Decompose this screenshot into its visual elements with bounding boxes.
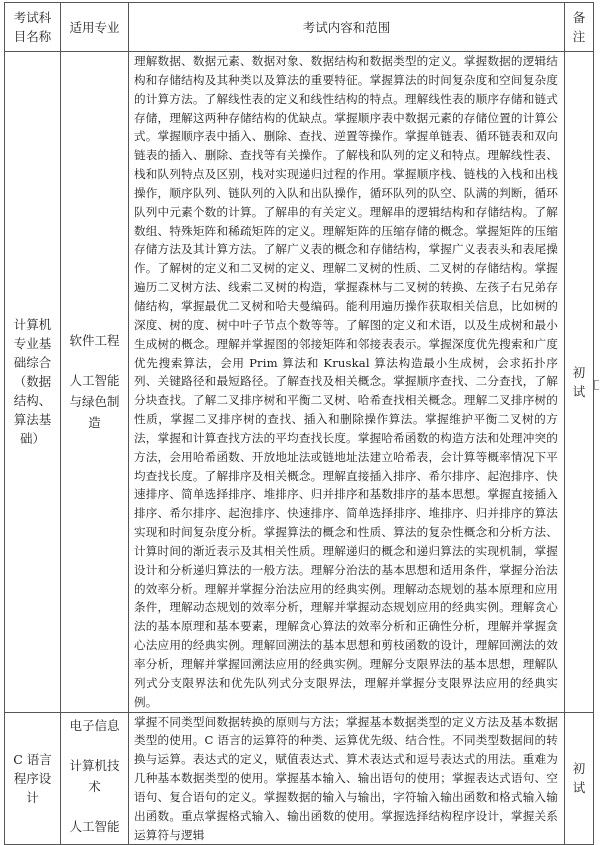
table-row <box>5 712 594 845</box>
scroll-marker <box>594 380 599 390</box>
header-row <box>5 3 594 52</box>
exam-syllabus-table <box>4 2 594 845</box>
major-item: 人工智能 <box>69 818 120 834</box>
course-name: C 语言程序设计 <box>5 712 61 845</box>
major-cell <box>61 712 129 845</box>
header-major: 适用专业 <box>61 3 129 52</box>
exam-content: 掌握不同类型间数据转换的原则与方法；掌握基本数据类型的定义方法及基本数据类型的使用。C 语言的运算符的种类、运算优先级、结合性。不同类型数据间的转换与运算。表达式的定义，赋值表达式、算术表达式和逗号表达式的用法。重难为几种基本数据类型的使用。掌握基本输入、输出语句的使用；掌握表达式语句、空语句、复合语句的定义。掌握数据的输入与输出，字符输入输出函数和格式输入输出函数。重点掌握格式输入、输出函数的使用。掌握选择结构程序设计，掌握关系运算符与逻辑 <box>129 712 565 845</box>
major-item: 软件工程 <box>69 333 120 349</box>
major-cell <box>61 52 129 713</box>
course-name: 计算机专业基础综合（数据结构、算法基础） <box>5 52 61 713</box>
remark: 初试 <box>565 52 594 713</box>
header-content: 考试内容和范围 <box>129 3 565 52</box>
header-course-name: 考试科目名称 <box>5 3 61 52</box>
exam-content: 理解数据、数据元素、数据对象、数据结构和数据类型的定义。掌握数据的逻辑结构和存储结构及其种类以及算法的重要特征。掌握算法的时间复杂度和空间复杂度的计算方法。了解线性表的定义和线性结构的特点。理解线性表的顺序存储和链式存储，理解这两种存储结构的优缺点。掌握顺序表中数据元素的存储位置的计算公式。掌握顺序表中插入、删除、查找、逆置等操作。掌握单链表、循环链表和双向链表的插入、删除、查找等有关操作。了解栈和队列的定义和特点。理解线性表、栈和队列特点及区别，栈对实现递归过程的作用。掌握顺序栈、链栈的入栈和出栈操作，顺序队列、链队列的入队和出队操作，循环队列的队空、队满的判断，循环队列中元素个数的计算。了解串的有关定义。理解串的逻辑结构和存储结构。了解数组、特殊矩阵和稀疏矩阵的定义。理解矩阵的压缩存储的概念。掌握矩阵的压缩存储方法及其计算方法。了解广义表的概念和存储结构，掌握广义表表头和表尾操作。了解树的定义和二叉树的定义、理解二叉树的性质、二叉树的存储结构。掌握遍历二叉树方法、线索二叉树的构造，掌握森林与二叉树的转换、左孩子右兄弟存储结构，掌握最优二叉树和哈夫曼编码。能利用遍历操作获取相关信息，比如树的深度、树的度、树中叶子节点个数等等。了解图的定义和术语，以及生成树和最小生成树的概念。理解并掌握图的邻接矩阵和邻接表表示。掌握深度优先搜索和广度优先搜索算法，会用 Prim 算法和 Kruskal 算法构造最小生成树，会求拓扑序列、关键路径和最短路径。了解查找及相关概念。掌握顺序查找、二分查找，了解分块查找。了解二叉排序树和平衡二叉树、哈希查找相关概念。理解二叉排序树的性质，掌握二叉排序树的查找、插入和删除操作算法。掌握维护平衡二叉树的方法，掌握和计算查找方法的平均查找长度。掌握哈希函数的构造方法和处理冲突的方法，会用哈希函数、开放地址法或链地址法建立哈希表，会计算等概率情况下平均查找长度。了解排序及相关概念。理解直接插入排序、希尔排序、起泡排序、快速排序、简单选择排序、堆排序、归并排序和基数排序的基本思想。掌握直接插入排序、希尔排序、起泡排序、快速排序、简单选择排序、堆排序、归并排序的算法实现和时间复杂度分析。掌握算法的概念和性质、算法的复杂性概念和分析方法、计算时间的渐近表示及其相关性质。理解递归的概念和递归算法的实现机制，掌握设计和分析递归算法的一般方法。理解分治法的基本思想和适用条件，掌握分治法的效率分析。理解并掌握分治法应用的经典实例。理解动态规划的基本原理和应用条件，理解动态规划的效率分析，理解并掌握动态规划应用的经典实例。理解贪心法的基本原理和基本要素，理解贪心算法的效率分析和正确性分析，理解并掌握贪心法应用的经典实例。理解回溯法的基本思想和剪枝函数的设计，理解回溯法的效率分析，理解并掌握回溯法应用的经典实例。理解分支限界法的基本思想，理解队列式分支限界法和优先队列式分支限界法，理解并掌握分支限界法应用的经典实例。 <box>129 52 565 713</box>
table-row <box>5 52 594 713</box>
major-item: 人工智能与绿色制造 <box>69 373 120 431</box>
major-item: 电子信息 <box>69 717 120 733</box>
header-remark: 备注 <box>565 3 594 52</box>
major-item: 计算机技术 <box>69 757 120 794</box>
remark: 初试 <box>565 712 594 845</box>
